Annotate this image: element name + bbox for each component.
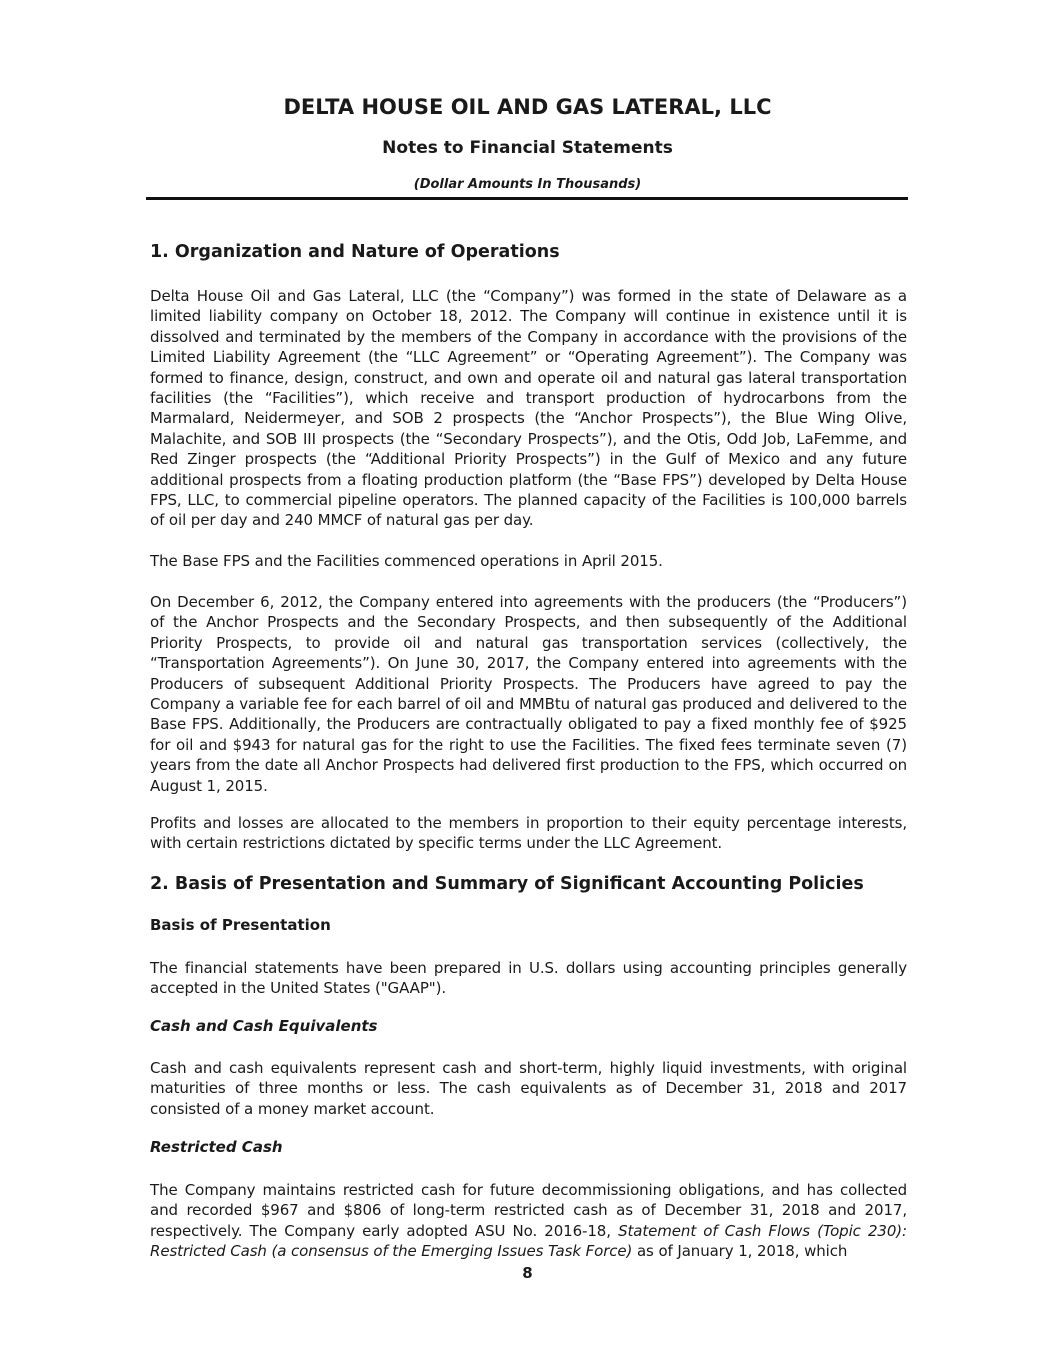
cash-heading: Cash and Cash Equivalents [150, 1017, 378, 1035]
restricted-text-a: The Company maintains restricted cash for future decommissioning obligations, and has collected and recorded $967 and $806 of long-term restricted cash as of December 31, 2018 and 2017, respectively. The Company early adopted ASU No. 2016-18, [150, 1181, 907, 1240]
basis-paragraph: The financial statements have been prepared in U.S. dollars using accounting principles generally accepted in the United States ("GAAP"). [150, 959, 907, 998]
restricted-cash-heading: Restricted Cash [150, 1138, 283, 1156]
page-number: 8 [522, 1264, 533, 1282]
section-1-paragraph-1: Delta House Oil and Gas Lateral, LLC (the “Company”) was formed in the state of Delaware as a limited liability company on October 18, 2012. The Company will continue in existence until it is dissolved and terminated by the members of the Company in accordance with the provisions of the Limited Liability Agreement (the “LLC Agreement” or “Operating Agreement”). The Company was formed to finance, design, construct, and own and operate oil and natural gas lateral transportation facilities (the “Facilities”), which receive and transport production of hydrocarbons from the Marmalard, Neidermeyer, and SOB 2 prospects (the “Anchor Prospects”), the Blue Wing Olive, Malachite, and SOB III prospects (the “Secondary Prospects”), and the Otis, Odd Job, LaFemme, and Red Zinger prospects (the “Additional Priority Prospects”) in the Gulf of Mexico and any future additional prospects from a floating production platform (the “Base FPS”) developed by Delta House FPS, LLC, to commercial pipeline operators. The planned capacity of the Facilities is 100,000 barrels of oil per day and 240 MMCF of natural gas per day. [150, 287, 907, 530]
section-1-paragraph-2: The Base FPS and the Facilities commenced operations in April 2015. [150, 552, 663, 570]
cash-paragraph: Cash and cash equivalents represent cash and short-term, highly liquid investments, with original maturities of three months or less. The cash equivalents as of December 31, 2018 and 2017 consisted of a money market account. [150, 1059, 907, 1118]
units-note: (Dollar Amounts In Thousands) [413, 177, 642, 192]
company-title: DELTA HOUSE OIL AND GAS LATERAL, LLC [283, 95, 772, 119]
section-2-heading: 2. Basis of Presentation and Summary of Significant Accounting Policies [150, 874, 864, 894]
header-divider [146, 197, 908, 200]
section-1-paragraph-3: On December 6, 2012, the Company entered into agreements with the producers (the “Producers”) of the Anchor Prospects and the Secondary Prospects, and then subsequently of the Additional Priority Prospects, to provide oil and natural gas transportation services (collectively, the “Transportation Agreements”). On June 30, 2017, the Company entered into agreements with the Producers of subsequent Additional Priority Prospects. The Producers have agreed to pay the Company a variable fee for each barrel of oil and MMBtu of natural gas produced and delivered to the Base FPS. Additionally, the Producers are contractually obligated to pay a fixed monthly fee of $925 for oil and $943 for natural gas for the right to use the Facilities. The fixed fees terminate seven (7) years from the date all Anchor Prospects had delivered first production to the FPS, which occurred on August 1, 2015. [150, 593, 907, 795]
document-subtitle: Notes to Financial Statements [382, 138, 673, 158]
basis-heading: Basis of Presentation [150, 916, 331, 934]
section-1-heading: 1. Organization and Nature of Operations [150, 242, 560, 262]
section-1-paragraph-4: Profits and losses are allocated to the members in proportion to their equity percentage interests, with certain restrictions dictated by specific terms under the LLC Agreement. [150, 814, 907, 853]
restricted-text-b: as of January 1, 2018, which [632, 1242, 848, 1261]
restricted-cash-paragraph [150, 1180, 907, 1262]
restricted-text-italic: Statement of Cash Flows (Topic 230): Restricted Cash (a consensus of the Emerging Issues Task Force) [150, 1221, 907, 1261]
